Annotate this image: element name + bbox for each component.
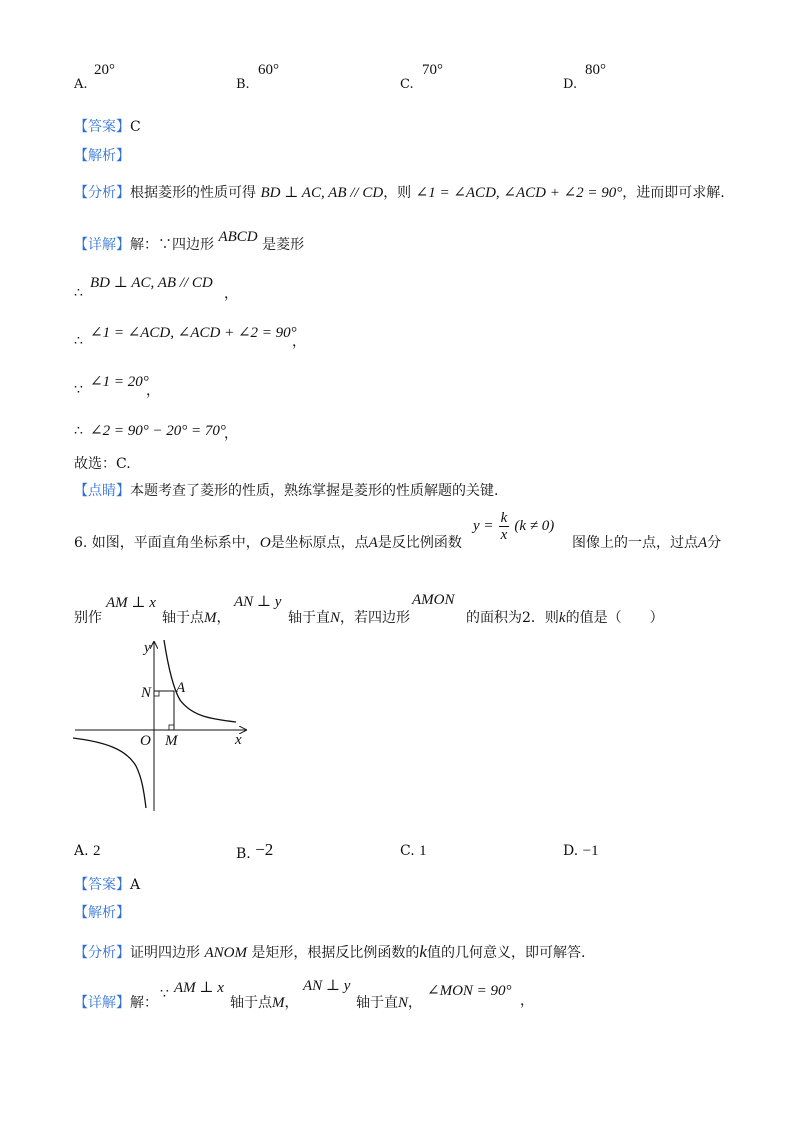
- q6-text: ，: [408, 995, 423, 1011]
- q6-fenxi-line: [74, 942, 585, 962]
- q6-option-b-value: −2: [255, 840, 274, 859]
- q6-text: ，若四边形: [340, 610, 411, 626]
- q5-detail-tag: 【详解】: [74, 237, 130, 253]
- q6-fenxi-text1: 证明四边形: [130, 945, 200, 961]
- q6-detail-b: [230, 992, 299, 1012]
- q6-detail-text1: 解：: [130, 995, 158, 1011]
- therefore-symbol: ∴: [74, 333, 83, 349]
- q6-text: 别作: [74, 610, 102, 626]
- q5-fenxi-text3: ，进而即可求解.: [622, 185, 725, 201]
- q6-detail-line: [74, 992, 158, 1012]
- q5-answer-line: [74, 116, 141, 136]
- q6-var-k: k: [558, 610, 566, 626]
- q6-text: 6. 如图，平面直角坐标系中，: [74, 535, 260, 551]
- q5-step3-math: ∠1 = 20°: [90, 374, 149, 390]
- q6-fenxi-text3: 值的几何意义，即可解答.: [426, 945, 586, 961]
- q5-detail-text2: 是菱形: [262, 237, 305, 253]
- q6-stem-line2-c: [288, 607, 410, 627]
- q5-choice: 故选：C.: [74, 456, 131, 472]
- q5-step1-end: ，: [224, 286, 238, 302]
- q6-option-d-value: −1: [582, 843, 599, 859]
- q6-analysis-tag: 【解析】: [74, 905, 130, 921]
- q6-option-b: [236, 840, 274, 863]
- q6-detail-mon: ∠MON = 90°: [427, 983, 512, 999]
- q5-comment-line: [74, 480, 498, 500]
- q6-function-formula: [473, 510, 554, 543]
- q5-option-d-value: 80°: [585, 62, 606, 78]
- q6-text: 轴于点: [162, 610, 204, 626]
- q6-text: 轴于直: [356, 995, 398, 1011]
- q6-text: ，: [216, 610, 231, 626]
- q6-answer-value: A: [130, 877, 141, 893]
- q6-var-m: M: [204, 610, 217, 626]
- q5-option-d-letter: D.: [563, 77, 578, 92]
- q6-text: 是坐标原点，点: [270, 535, 369, 551]
- q6-fenxi-tag: 【分析】: [74, 945, 130, 961]
- q6-text: 的值是（ ）: [565, 610, 664, 626]
- therefore-symbol: ∴: [74, 423, 83, 439]
- q6-var-n: N: [330, 610, 341, 626]
- q6-func-cond: (k ≠ 0): [514, 518, 555, 534]
- q5-option-c-value: 70°: [422, 62, 443, 78]
- because-symbol: ∵: [160, 986, 169, 1002]
- q6-analysis-line: [74, 902, 130, 922]
- q6-text: 2．则: [522, 610, 559, 626]
- q6-stem-line1-end: [572, 532, 721, 552]
- q6-option-c: [400, 843, 427, 860]
- because-symbol: ∵: [74, 382, 83, 398]
- q6-var-a: A: [368, 535, 378, 551]
- q5-fenxi-line: [74, 182, 725, 202]
- q6-text: 的面积为: [466, 610, 522, 626]
- q6-option-c-letter: C.: [400, 843, 415, 859]
- q5-answer-value: C: [130, 119, 141, 135]
- q5-option-b-value: 60°: [258, 62, 279, 78]
- right-angle-mark: [154, 691, 159, 696]
- q5-comment-text: 本题考查了菱形的性质，熟练掌握是菱形的性质解题的关键.: [130, 483, 499, 499]
- right-angle-mark: [169, 725, 174, 730]
- q6-text: ，: [284, 995, 299, 1011]
- q6-var-a: A: [698, 535, 708, 551]
- label-a: A: [176, 680, 186, 696]
- q5-fenxi-math1: BD ⊥ AC, AB // CD: [260, 185, 384, 201]
- q5-detail-text1: 解：∵四边形: [130, 237, 214, 253]
- q6-func-y: y =: [473, 518, 494, 534]
- q5-option-a-letter: A.: [74, 77, 88, 92]
- q5-fenxi-text2: ，则: [383, 185, 412, 201]
- q6-an-perp-y: AN ⊥ y: [234, 594, 282, 610]
- q6-fenxi-math1: ANOM: [204, 945, 247, 961]
- q5-option-b-letter: B.: [236, 77, 250, 92]
- q6-text: 轴于直: [288, 610, 330, 626]
- q6-text: 轴于点: [230, 995, 272, 1011]
- q5-detail-math1: ABCD: [218, 229, 258, 245]
- rectangle-amon: [154, 691, 174, 730]
- q6-detail-c: [356, 992, 422, 1012]
- q6-detail-am-perp-x: AM ⊥ x: [174, 980, 224, 996]
- q6-stem-line2-b: [162, 607, 231, 627]
- q5-fenxi-math2: ∠1 = ∠ACD, ∠ACD + ∠2 = 90°: [415, 185, 623, 201]
- q6-stem-line2: [74, 607, 102, 627]
- q6-option-a: [74, 843, 101, 860]
- q6-fenxi-text2: 是矩形，根据反比例函数的: [251, 945, 420, 961]
- q6-option-d-letter: D.: [563, 843, 579, 859]
- q6-answer-tag: 【答案】: [74, 877, 130, 893]
- label-x: x: [235, 732, 242, 748]
- q6-am-perp-x: AM ⊥ x: [106, 595, 156, 611]
- q5-fenxi-text1: 根据菱形的性质可得: [130, 185, 256, 201]
- q6-detail-tag: 【详解】: [74, 995, 130, 1011]
- label-m: M: [165, 733, 178, 749]
- q6-text: 图像上的一点，过点: [572, 535, 698, 551]
- label-y: y: [144, 640, 151, 656]
- q6-func-den: x: [500, 527, 508, 543]
- q5-fenxi-tag: 【分析】: [74, 185, 130, 201]
- q6-amon: AMON: [412, 592, 455, 608]
- q6-stem-line2-d: [466, 607, 664, 627]
- q6-detail-m: M: [272, 995, 285, 1011]
- q5-step1-math: BD ⊥ AC, AB // CD: [90, 275, 213, 291]
- q6-option-b-letter: B.: [236, 846, 251, 862]
- q5-answer-tag: 【答案】: [74, 119, 130, 135]
- q5-analysis-line: [74, 145, 130, 165]
- q6-var-o: O: [259, 535, 271, 551]
- q6-fenxi-k: k: [419, 942, 427, 961]
- therefore-symbol: ∴: [74, 285, 83, 301]
- q6-text: 分: [707, 535, 722, 551]
- q5-analysis-tag: 【解析】: [74, 148, 130, 164]
- q5-step4-end: ，: [224, 426, 238, 442]
- q5-step2-math: ∠1 = ∠ACD, ∠ACD + ∠2 = 90°: [90, 325, 297, 341]
- hyperbola-branch-3: [73, 738, 146, 808]
- q6-detail-an-perp-y: AN ⊥ y: [303, 978, 351, 994]
- q5-option-a-value: 20°: [94, 62, 115, 78]
- q6-option-a-value: 2: [93, 843, 101, 859]
- q5-option-c-letter: C.: [400, 77, 414, 92]
- q6-option-d: [563, 843, 599, 860]
- q5-detail-line: [74, 229, 305, 254]
- label-n: N: [141, 685, 152, 701]
- q5-comment-tag: 【点睛】: [74, 483, 130, 499]
- q5-step2-end: ，: [292, 334, 306, 350]
- q6-option-a-letter: A.: [74, 843, 89, 859]
- q6-graph: [70, 636, 260, 816]
- q6-func-fraction: [499, 510, 510, 543]
- q6-func-num: k: [500, 510, 508, 526]
- hyperbola-branch-1: [164, 640, 236, 722]
- q5-step3-end: ，: [146, 383, 160, 399]
- q6-detail-n: N: [398, 995, 409, 1011]
- q5-step4-math: ∠2 = 90° − 20° = 70°: [90, 423, 226, 439]
- q6-answer-line: [74, 874, 140, 894]
- label-o: O: [140, 733, 151, 749]
- q6-option-c-value: 1: [419, 843, 427, 859]
- q6-text: ，: [520, 993, 534, 1009]
- q6-text: 是反比例函数: [377, 535, 462, 551]
- q6-stem-line1: [74, 532, 462, 552]
